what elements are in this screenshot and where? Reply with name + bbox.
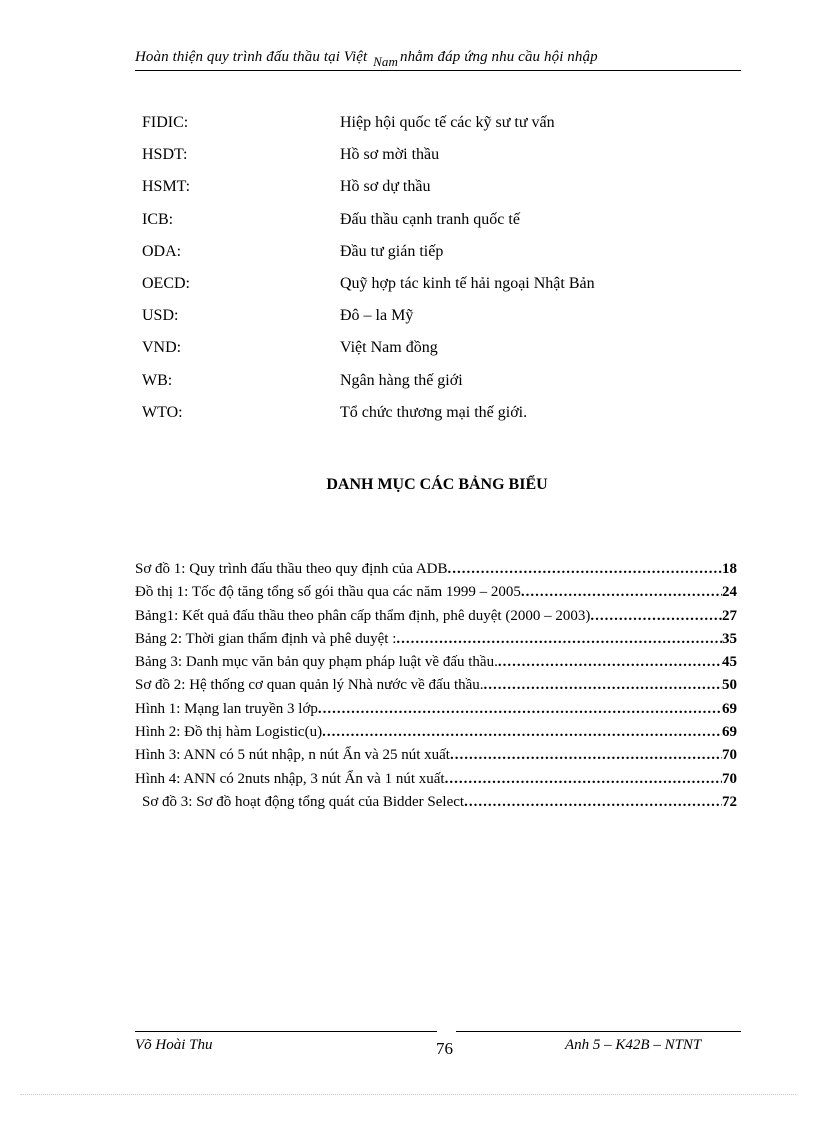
toc-entry-page: 70 (722, 770, 737, 787)
abbreviation-desc: Hồ sơ mời thầu (340, 146, 440, 164)
footer-divider-left (135, 1031, 437, 1032)
toc-entry (135, 677, 737, 700)
toc-entry-title: Đồ thị 1: Tốc độ tăng tổng số gói thầu qua các năm 1999 – 2005 (135, 584, 521, 601)
abbreviation-row (142, 178, 702, 210)
toc-entry (135, 771, 737, 794)
toc-entry-page: 27 (722, 607, 737, 624)
toc-entry-title: Bảng 2: Thời gian thẩm định và phê duyệt : (135, 630, 397, 647)
toc-entry-title: Hình 2: Đồ thị hàm Logistic(u) (135, 724, 323, 741)
toc-entry-page: 35 (722, 630, 737, 647)
abbreviation-code: OECD: (142, 274, 190, 292)
abbreviation-code: USD: (142, 307, 179, 325)
toc-leader-dots (484, 677, 722, 694)
toc-entry (135, 747, 737, 770)
toc-entry-page: 70 (722, 747, 737, 764)
toc-entry (135, 701, 737, 724)
toc-entry (135, 608, 737, 631)
toc-entry-page: 69 (722, 700, 737, 717)
abbreviation-desc: Việt Nam đồng (340, 339, 438, 357)
footer-class-info: Anh 5 – K42B – NTNT (565, 1037, 702, 1053)
toc-leader-dots (448, 561, 723, 578)
abbreviation-desc: Đô – la Mỹ (340, 307, 414, 325)
toc-leader-dots (498, 654, 722, 671)
header-title-subscript: Nam (373, 54, 398, 69)
abbreviation-row (142, 243, 702, 275)
abbreviation-code: HSMT: (142, 178, 191, 196)
section-title (0, 476, 816, 494)
toc-entry-title: Sơ đồ 2: Hệ thống cơ quan quản lý Nhà nước về đấu thầu. (135, 677, 484, 694)
abbreviation-row (142, 307, 702, 339)
page-bottom-dotted-border (20, 1094, 796, 1095)
abbreviation-desc: Hiệp hội quốc tế các kỹ sư tư vấn (340, 114, 555, 131)
abbreviation-code: ICB: (142, 210, 174, 228)
table-of-figures (135, 561, 737, 817)
abbreviation-code: WTO: (142, 403, 183, 421)
abbreviation-row (142, 146, 702, 178)
abbreviation-list (142, 114, 702, 436)
toc-leader-dots (521, 584, 722, 601)
abbreviation-desc: Ngân hàng thế giới (340, 371, 463, 389)
abbreviation-desc: Đầu tư gián tiếp (340, 242, 444, 260)
abbreviation-code: HSDT: (142, 146, 188, 164)
abbreviation-code: ODA: (142, 242, 182, 260)
toc-entry-title: Sơ đồ 1: Quy trình đấu thầu theo quy định của ADB (135, 561, 448, 577)
header-title-part-2: nhằm đáp ứng nhu cầu hội nhập (399, 49, 598, 65)
abbreviation-desc: Đấu thầu cạnh tranh quốc tế (340, 210, 520, 228)
abbreviation-row (142, 372, 702, 404)
toc-entry-title: Sơ đồ 3: Sơ đồ hoạt động tổng quát của Bidder Select (142, 793, 465, 810)
toc-entry-title: Hình 4: ANN có 2nuts nhập, 3 nút Ẩn và 1 nút xuất (135, 770, 445, 787)
toc-entry-page: 18 (722, 561, 737, 577)
toc-leader-dots (322, 724, 722, 741)
toc-entry-title: Bảng1: Kết quả đấu thầu theo phân cấp thẩm định, phê duyệt (2000 – 2003) (135, 607, 591, 624)
toc-entry-title: Hình 1: Mạng lan truyền 3 lớp (135, 700, 318, 717)
abbreviation-row (142, 114, 702, 146)
toc-leader-dots (450, 747, 722, 764)
toc-entry-page: 69 (722, 724, 737, 741)
toc-entry-page: 50 (722, 677, 737, 694)
abbreviation-desc: Tổ chức thương mại thế giới. (340, 403, 528, 421)
abbreviation-desc: Quỹ hợp tác kinh tế hải ngoại Nhật Bản (340, 274, 595, 292)
abbreviation-row (142, 211, 702, 243)
abbreviation-code: VND: (142, 339, 182, 357)
footer-author: Võ Hoài Thu (135, 1037, 213, 1053)
header-title (135, 49, 598, 69)
toc-entry (135, 794, 737, 817)
toc-leader-dots (590, 608, 722, 625)
toc-entry (135, 561, 737, 584)
abbreviation-row (142, 404, 702, 436)
abbreviation-row (142, 339, 702, 371)
toc-entry-title: Bảng 3: Danh mục văn bản quy phạm pháp luật về đấu thầu. (135, 654, 498, 671)
toc-leader-dots (445, 771, 722, 788)
toc-entry (135, 584, 737, 607)
footer-divider-right (456, 1031, 741, 1032)
toc-entry-page: 45 (722, 654, 737, 671)
toc-leader-dots (318, 701, 722, 718)
footer-page-number: 76 (436, 1039, 453, 1058)
abbreviation-code: FIDIC: (142, 114, 189, 131)
abbreviation-desc: Hồ sơ dự thầu (340, 178, 431, 196)
abbreviation-code: WB: (142, 371, 173, 389)
toc-entry (135, 724, 737, 747)
section-title-text: DANH MỤC CÁC BẢNG BIỂU (326, 476, 548, 493)
toc-entry-page: 72 (722, 793, 737, 810)
toc-entry (135, 631, 737, 654)
toc-leader-dots (464, 794, 722, 811)
abbreviation-row (142, 275, 702, 307)
toc-entry-title: Hình 3: ANN có 5 nút nhập, n nút Ẩn và 25 nút xuất (135, 747, 450, 764)
toc-entry (135, 654, 737, 677)
toc-leader-dots (396, 631, 722, 648)
toc-entry-page: 24 (722, 584, 737, 601)
header-title-part-1: Hoàn thiện quy trình đấu thầu tại Việt (135, 49, 368, 65)
page-header (135, 48, 741, 71)
